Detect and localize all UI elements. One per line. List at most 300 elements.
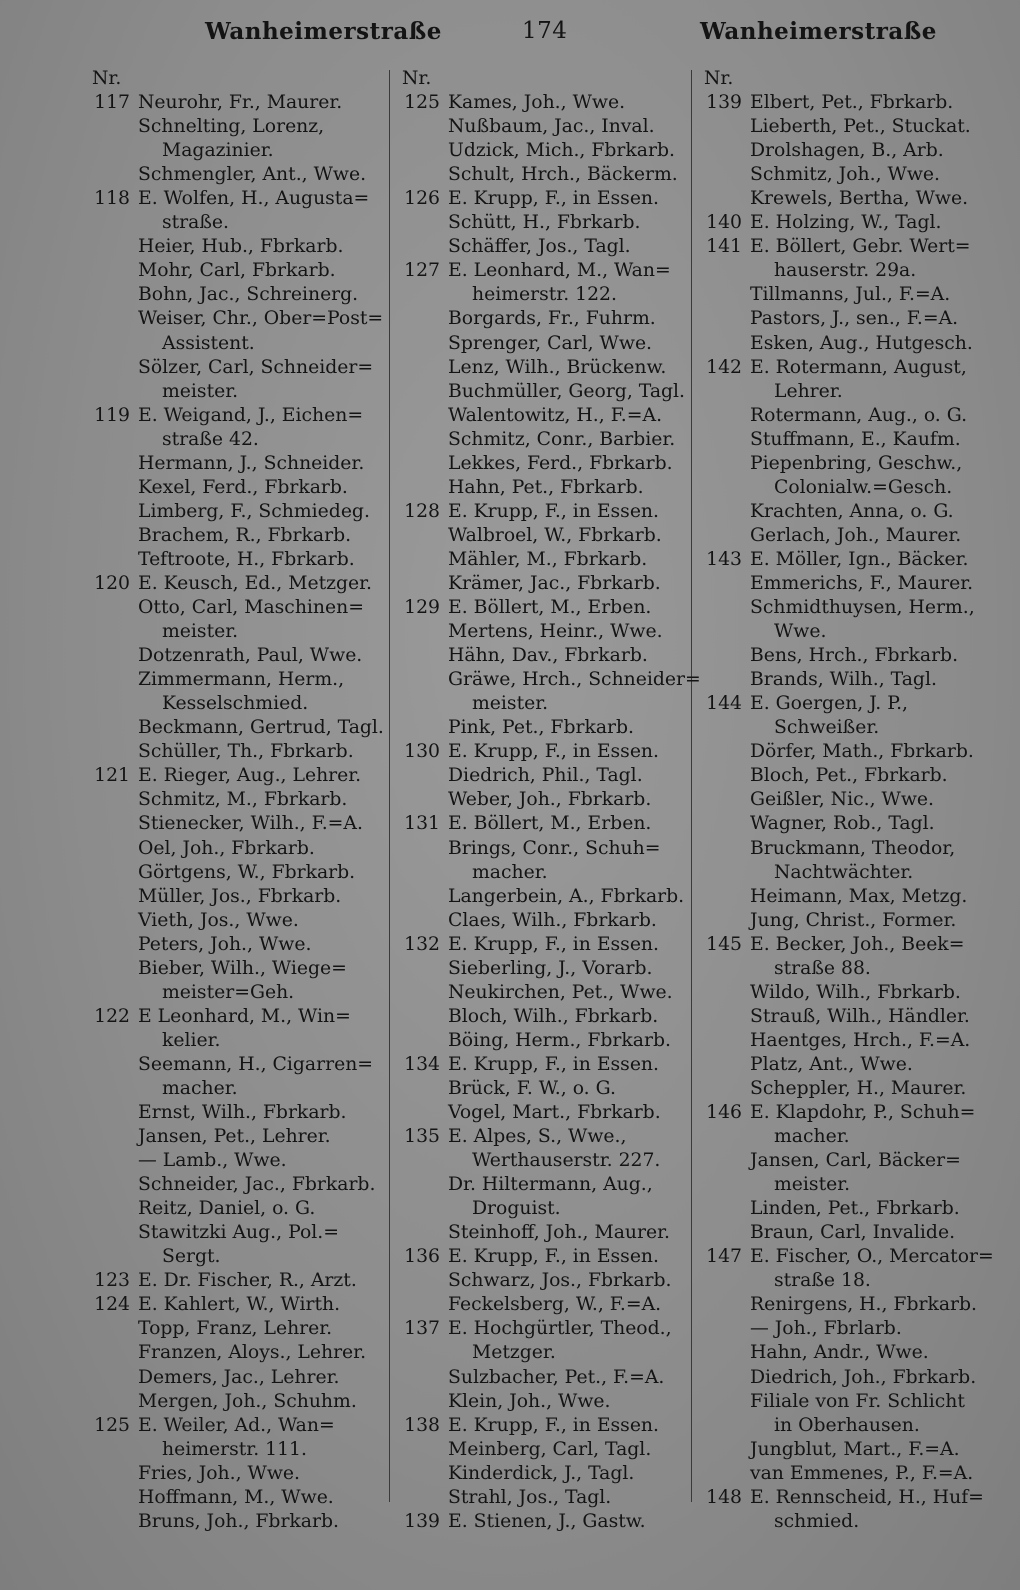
- directory-entry: [700, 812, 1010, 836]
- directory-entry: [398, 788, 688, 812]
- entry-text: Krämer, Jac., Fbrkarb.: [448, 572, 661, 594]
- entry-text: Reitz, Daniel, o. G.: [138, 1198, 316, 1220]
- directory-entry: [398, 476, 688, 500]
- entry-text: E. Rennscheid, H., Huf=: [750, 1486, 984, 1508]
- entry-text: Meinberg, Carl, Tagl.: [448, 1438, 652, 1460]
- directory-entry: [88, 596, 388, 620]
- directory-entry: [88, 1462, 388, 1486]
- directory-entry: [398, 1197, 688, 1221]
- directory-column-3: [700, 67, 1010, 1534]
- directory-entry: [700, 572, 1010, 596]
- house-number: 130: [404, 741, 440, 763]
- directory-entry: [700, 1438, 1010, 1462]
- house-number: 146: [706, 1102, 742, 1124]
- entry-text: Sulzbacher, Pet., F.=A.: [448, 1366, 665, 1388]
- entry-text: Demers, Jac., Lehrer.: [138, 1366, 340, 1388]
- entry-text: Hoffmann, M., Wwe.: [138, 1486, 334, 1508]
- entry-text: Haentges, Hrch., F.=A.: [750, 1029, 971, 1051]
- directory-entry: [398, 500, 688, 524]
- entry-continuation: Assistent.: [162, 332, 255, 354]
- entry-text: E. Krupp, F., in Essen.: [448, 188, 659, 210]
- directory-entry: [88, 981, 388, 1005]
- entry-text: Bieber, Wilh., Wiege=: [138, 957, 347, 979]
- directory-entry: [88, 1197, 388, 1221]
- directory-entry: [398, 356, 688, 380]
- house-number: 144: [706, 693, 742, 715]
- entry-continuation: heimerstr. 111.: [162, 1438, 307, 1460]
- directory-entry: [398, 452, 688, 476]
- entry-text: Kinderdick, J., Tagl.: [448, 1462, 635, 1484]
- house-number: 128: [404, 500, 440, 522]
- directory-entry: [700, 91, 1010, 115]
- directory-entry: [398, 307, 688, 331]
- directory-entry: [88, 885, 388, 909]
- directory-entry: [88, 1053, 388, 1077]
- entry-text: Hahn, Pet., Fbrkarb.: [448, 476, 644, 498]
- directory-entry: [398, 428, 688, 452]
- entry-text: E. Rotermann, August,: [750, 356, 967, 378]
- directory-entry: [88, 764, 388, 788]
- entry-text: E. Weiler, Ad., Wan=: [138, 1414, 335, 1436]
- entry-text: Hähn, Dav., Fbrkarb.: [448, 645, 648, 667]
- directory-entry: [398, 1438, 688, 1462]
- entry-text: Krachten, Anna, o. G.: [750, 500, 954, 522]
- entry-continuation: Metzger.: [472, 1342, 556, 1364]
- directory-entry: [88, 788, 388, 812]
- entry-text: Dörfer, Math., Fbrkarb.: [750, 741, 974, 763]
- entry-text: Braun, Carl, Invalide.: [750, 1222, 956, 1244]
- directory-entry: [398, 259, 688, 283]
- entry-text: — Joh., Fbrlarb.: [750, 1318, 902, 1340]
- directory-entry: [398, 716, 688, 740]
- directory-entry: [398, 957, 688, 981]
- entry-continuation: hauserstr. 29a.: [774, 260, 917, 282]
- entry-continuation: macher.: [472, 861, 548, 883]
- directory-entry: [398, 283, 688, 307]
- entry-text: Görtgens, W., Fbrkarb.: [138, 861, 356, 883]
- entry-text: Gräwe, Hrch., Schneider=: [448, 669, 701, 691]
- entry-text: Udzick, Mich., Fbrkarb.: [448, 140, 675, 162]
- entry-text: E. Fischer, O., Mercator=: [750, 1246, 994, 1268]
- directory-entry: [700, 1510, 1010, 1534]
- house-number: 136: [404, 1246, 440, 1268]
- entry-text: Neurohr, Fr., Maurer.: [138, 92, 343, 114]
- directory-entry: [700, 1414, 1010, 1438]
- house-number: 141: [706, 236, 742, 258]
- house-number: 127: [404, 260, 440, 282]
- entry-text: Schäffer, Jos., Tagl.: [448, 236, 631, 258]
- directory-entry: [700, 1053, 1010, 1077]
- directory-entry: [88, 1125, 388, 1149]
- entry-text: Lenz, Wilh., Brückenw.: [448, 356, 667, 378]
- entry-text: Feckelsberg, W., F.=A.: [448, 1294, 662, 1316]
- entry-text: E. Dr. Fischer, R., Arzt.: [138, 1270, 357, 1292]
- directory-entry: [88, 115, 388, 139]
- directory-entry: [700, 1149, 1010, 1173]
- entry-text: Brings, Conr., Schuh=: [448, 837, 661, 859]
- entry-text: Vogel, Mart., Fbrkarb.: [448, 1102, 661, 1124]
- house-number: 126: [404, 188, 440, 210]
- entry-text: Stienecker, Wilh., F.=A.: [138, 813, 363, 835]
- directory-entry: [88, 909, 388, 933]
- entry-continuation: straße.: [162, 212, 229, 234]
- entry-text: Rotermann, Aug., o. G.: [750, 404, 968, 426]
- running-header-right: Wanheimerstraße: [700, 18, 937, 45]
- directory-entry: [88, 1101, 388, 1125]
- directory-entry: [700, 235, 1010, 259]
- entry-text: Buchmüller, Georg, Tagl.: [448, 380, 686, 402]
- directory-entry: [700, 476, 1010, 500]
- house-number: 118: [94, 188, 130, 210]
- entry-text: Linden, Pet., Fbrkarb.: [750, 1198, 960, 1220]
- directory-entry: [700, 764, 1010, 788]
- entry-text: Dr. Hiltermann, Aug.,: [448, 1174, 653, 1196]
- entry-text: E. Krupp, F., in Essen.: [448, 1053, 659, 1075]
- directory-entry: [700, 452, 1010, 476]
- directory-entry: [88, 644, 388, 668]
- house-number: 139: [404, 1510, 440, 1532]
- entry-text: E. Krupp, F., in Essen.: [448, 1414, 659, 1436]
- directory-entry: [88, 259, 388, 283]
- entry-text: Teftroote, H., Fbrkarb.: [138, 548, 355, 570]
- entry-continuation: Colonialw.=Gesch.: [774, 476, 953, 498]
- entry-text: Neukirchen, Pet., Wwe.: [448, 981, 673, 1003]
- directory-entry: [398, 1077, 688, 1101]
- entry-text: Walentowitz, H., F.=A.: [448, 404, 663, 426]
- entry-text: Esken, Aug., Hutgesch.: [750, 332, 973, 354]
- directory-entry: [700, 307, 1010, 331]
- directory-entry: [398, 692, 688, 716]
- entry-text: E. Böllert, M., Erben.: [448, 597, 652, 619]
- directory-entry: [700, 356, 1010, 380]
- entry-continuation: Magazinier.: [162, 140, 274, 162]
- directory-entry: [398, 404, 688, 428]
- directory-entry: [88, 837, 388, 861]
- directory-entry: [700, 428, 1010, 452]
- directory-entry: [700, 957, 1010, 981]
- directory-entry: [88, 668, 388, 692]
- directory-entry: [700, 620, 1010, 644]
- entry-text: Brands, Wilh., Tagl.: [750, 669, 937, 691]
- entry-continuation: meister.: [162, 380, 239, 402]
- directory-entry: [700, 716, 1010, 740]
- entry-continuation: heimerstr. 122.: [472, 284, 617, 306]
- column-heading: [700, 67, 1010, 91]
- directory-entry: [398, 885, 688, 909]
- directory-entry: [398, 524, 688, 548]
- entry-text: Sprenger, Carl, Wwe.: [448, 332, 653, 354]
- directory-entry: [88, 1510, 388, 1534]
- entry-text: E. Krupp, F., in Essen.: [448, 933, 659, 955]
- directory-entry: [88, 1077, 388, 1101]
- directory-entry: [700, 1293, 1010, 1317]
- directory-entry: [700, 1077, 1010, 1101]
- house-number: 117: [94, 92, 130, 114]
- directory-entry: [700, 668, 1010, 692]
- directory-entry: [700, 332, 1010, 356]
- entry-text: Jungblut, Mart., F.=A.: [750, 1438, 960, 1460]
- directory-entry: [700, 115, 1010, 139]
- directory-entry: [88, 1414, 388, 1438]
- directory-entry: [398, 1462, 688, 1486]
- entry-text: Claes, Wilh., Fbrkarb.: [448, 909, 657, 931]
- entry-text: E. Keusch, Ed., Metzger.: [138, 572, 373, 594]
- directory-entry: [88, 716, 388, 740]
- entry-continuation: Werthauserstr. 227.: [472, 1150, 661, 1172]
- directory-entry: [398, 861, 688, 885]
- directory-entry: [700, 139, 1010, 163]
- entry-text: Strahl, Jos., Tagl.: [448, 1486, 612, 1508]
- directory-entry: [700, 861, 1010, 885]
- entry-text: E. Goergen, J. P.,: [750, 693, 909, 715]
- entry-continuation: straße 88.: [774, 957, 871, 979]
- directory-entry: [88, 1341, 388, 1365]
- entry-text: Weber, Joh., Fbrkarb.: [448, 789, 652, 811]
- entry-text: Drolshagen, B., Arb.: [750, 140, 944, 162]
- directory-entry: [88, 332, 388, 356]
- entry-text: Krewels, Bertha, Wwe.: [750, 188, 969, 210]
- directory-column-2: [398, 67, 701, 1534]
- directory-entry: [700, 283, 1010, 307]
- house-number: 145: [706, 933, 742, 955]
- directory-entry: [700, 1317, 1010, 1341]
- entry-text: — Lamb., Wwe.: [138, 1150, 287, 1172]
- entry-text: E. Krupp, F., in Essen.: [448, 741, 659, 763]
- entry-continuation: macher.: [162, 1077, 238, 1099]
- entry-text: Schmitz, M., Fbrkarb.: [138, 789, 348, 811]
- entry-text: Mähler, M., Fbrkarb.: [448, 548, 648, 570]
- directory-entry: [398, 1125, 688, 1149]
- entry-continuation: meister.: [472, 693, 549, 715]
- entry-text: E. Möller, Ign., Bäcker.: [750, 548, 969, 570]
- entry-text: van Emmenes, P., F.=A.: [750, 1462, 974, 1484]
- directory-entry: [398, 933, 688, 957]
- entry-text: Filiale von Fr. Schlicht: [750, 1390, 965, 1412]
- entry-text: Otto, Carl, Maschinen=: [138, 597, 364, 619]
- directory-entry: [398, 1390, 688, 1414]
- directory-entry: [700, 1390, 1010, 1414]
- entry-text: Strauß, Wilh., Händler.: [750, 1005, 970, 1027]
- directory-entry: [88, 476, 388, 500]
- directory-entry: [88, 1245, 388, 1269]
- directory-entry: [88, 692, 388, 716]
- house-number: 121: [94, 765, 130, 787]
- entry-text: Bloch, Pet., Fbrkarb.: [750, 765, 948, 787]
- directory-entry: [88, 139, 388, 163]
- directory-entry: [88, 1269, 388, 1293]
- entry-text: Schmidthuysen, Herm.,: [750, 597, 975, 619]
- entry-text: Topp, Franz, Lehrer.: [138, 1318, 333, 1340]
- directory-entry: [88, 91, 388, 115]
- directory-entry: [88, 356, 388, 380]
- directory-entry: [700, 1245, 1010, 1269]
- entry-text: E. Hochgürtler, Theod.,: [448, 1318, 672, 1340]
- house-number: 124: [94, 1294, 130, 1316]
- running-header-left: Wanheimerstraße: [205, 18, 442, 45]
- directory-entry: [398, 91, 688, 115]
- directory-entry: [88, 283, 388, 307]
- directory-entry: [88, 572, 388, 596]
- house-number: 142: [706, 356, 742, 378]
- directory-entry: [88, 1149, 388, 1173]
- directory-entry: [398, 211, 688, 235]
- directory-entry: [398, 1510, 688, 1534]
- directory-entry: [700, 1221, 1010, 1245]
- entry-continuation: Lehrer.: [774, 380, 843, 402]
- entry-text: E Leonhard, M., Win=: [138, 1005, 351, 1027]
- entry-text: Steinhoff, Joh., Maurer.: [448, 1222, 670, 1244]
- directory-entry: [700, 1197, 1010, 1221]
- entry-text: Geißler, Nic., Wwe.: [750, 789, 934, 811]
- entry-text: Sölzer, Carl, Schneider=: [138, 356, 374, 378]
- directory-entry: [700, 1125, 1010, 1149]
- entry-text: Böing, Herm., Fbrkarb.: [448, 1029, 671, 1051]
- entry-text: Schmengler, Ant., Wwe.: [138, 164, 367, 186]
- directory-entry: [398, 812, 688, 836]
- entry-text: Piepenbring, Geschw.,: [750, 452, 963, 474]
- directory-entry: [700, 1101, 1010, 1125]
- entry-text: Mohr, Carl, Fbrkarb.: [138, 260, 336, 282]
- directory-entry: [700, 259, 1010, 283]
- entry-text: E. Holzing, W., Tagl.: [750, 212, 942, 234]
- entry-continuation: schmied.: [774, 1510, 860, 1532]
- directory-entry: [700, 211, 1010, 235]
- directory-entry: [88, 1438, 388, 1462]
- directory-entry: [700, 404, 1010, 428]
- entry-continuation: Schweißer.: [774, 717, 880, 739]
- entry-text: Langerbein, A., Fbrkarb.: [448, 885, 685, 907]
- entry-text: Brück, F. W., o. G.: [448, 1077, 616, 1099]
- entry-text: Wildo, Wilh., Fbrkarb.: [750, 981, 961, 1003]
- directory-entry: [88, 500, 388, 524]
- directory-entry: [398, 1101, 688, 1125]
- entry-text: Fries, Joh., Wwe.: [138, 1462, 301, 1484]
- directory-entry: [88, 1005, 388, 1029]
- directory-entry: [88, 1029, 388, 1053]
- directory-entry: [88, 1293, 388, 1317]
- entry-text: E. Böllert, M., Erben.: [448, 813, 652, 835]
- entry-text: Heimann, Max, Metzg.: [750, 885, 968, 907]
- entry-text: Schnelting, Lorenz,: [138, 116, 325, 138]
- directory-entry: [398, 235, 688, 259]
- directory-entry: [398, 139, 688, 163]
- house-number: 125: [94, 1414, 130, 1436]
- directory-entry: [398, 668, 701, 692]
- directory-entry: [700, 380, 1010, 404]
- house-number: 125: [404, 92, 440, 114]
- entry-text: Bruckmann, Theodor,: [750, 837, 956, 859]
- directory-entry: [88, 452, 388, 476]
- directory-entry: [398, 1486, 688, 1510]
- entry-text: Stawitzki Aug., Pol.=: [138, 1222, 339, 1244]
- house-number: 140: [706, 212, 742, 234]
- directory-entry: [88, 307, 388, 331]
- entry-text: Müller, Jos., Fbrkarb.: [138, 885, 342, 907]
- entry-text: Schneider, Jac., Fbrkarb.: [138, 1174, 376, 1196]
- directory-entry: [88, 524, 388, 548]
- house-number: 129: [404, 597, 440, 619]
- directory-entry: [398, 115, 688, 139]
- directory-entry: [700, 1462, 1010, 1486]
- directory-entry: [88, 1366, 388, 1390]
- entry-continuation: meister=Geh.: [162, 981, 295, 1003]
- directory-entry: [700, 1005, 1010, 1029]
- directory-entry: [88, 1317, 388, 1341]
- directory-entry: [88, 812, 388, 836]
- entry-text: Vieth, Jos., Wwe.: [138, 909, 299, 931]
- house-number: 138: [404, 1414, 440, 1436]
- house-number: 119: [94, 404, 130, 426]
- entry-text: Klein, Joh., Wwe.: [448, 1390, 611, 1412]
- house-number: 148: [706, 1486, 742, 1508]
- directory-entry: [700, 548, 1010, 572]
- entry-text: Oel, Joh., Fbrkarb.: [138, 837, 315, 859]
- entry-continuation: in Oberhausen.: [774, 1414, 920, 1436]
- entry-continuation: straße 42.: [162, 428, 259, 450]
- entry-text: Kexel, Ferd., Fbrkarb.: [138, 476, 348, 498]
- entry-text: Walbroel, W., Fbrkarb.: [448, 524, 662, 546]
- entry-text: Tillmanns, Jul., F.=A.: [750, 284, 951, 306]
- entry-text: Bloch, Wilh., Fbrkarb.: [448, 1005, 659, 1027]
- entry-continuation: meister.: [774, 1174, 851, 1196]
- entry-text: Diedrich, Joh., Fbrkarb.: [750, 1366, 977, 1388]
- entry-text: E. Stienen, J., Gastw.: [448, 1510, 646, 1532]
- directory-entry: [398, 1414, 688, 1438]
- directory-entry: [398, 1341, 688, 1365]
- house-number: 123: [94, 1270, 130, 1292]
- directory-entry: [398, 163, 688, 187]
- entry-text: Hahn, Andr., Wwe.: [750, 1342, 929, 1364]
- entry-text: E. Weigand, J., Eichen=: [138, 404, 364, 426]
- directory-entry: [88, 211, 388, 235]
- directory-entry: [398, 1269, 688, 1293]
- directory-entry: [700, 692, 1010, 716]
- directory-entry: [398, 596, 688, 620]
- entry-text: Sieberling, J., Vorarb.: [448, 957, 653, 979]
- directory-entry: [398, 548, 688, 572]
- directory-entry: [398, 187, 688, 211]
- entry-text: Lekkes, Ferd., Fbrkarb.: [448, 452, 673, 474]
- directory-entry: [398, 981, 688, 1005]
- directory-entry: [398, 1221, 688, 1245]
- entry-continuation: Nachtwächter.: [774, 861, 914, 883]
- entry-continuation: Sergt.: [162, 1246, 221, 1268]
- entry-text: Nußbaum, Jac., Inval.: [448, 116, 655, 138]
- directory-entry: [398, 764, 688, 788]
- directory-entry: [88, 957, 388, 981]
- entry-text: Schmitz, Conr., Barbier.: [448, 428, 676, 450]
- entry-text: E. Böllert, Gebr. Wert=: [750, 236, 971, 258]
- entry-text: Bohn, Jac., Schreinerg.: [138, 284, 359, 306]
- house-number: 137: [404, 1318, 440, 1340]
- entry-continuation: Kesselschmied.: [162, 693, 309, 715]
- entry-text: Jansen, Carl, Bäcker=: [750, 1150, 961, 1172]
- entry-text: Ernst, Wilh., Fbrkarb.: [138, 1102, 347, 1124]
- directory-entry: [88, 1221, 388, 1245]
- entry-text: Pink, Pet., Fbrkarb.: [448, 717, 635, 739]
- entry-text: Franzen, Aloys., Lehrer.: [138, 1342, 367, 1364]
- entry-text: E. Rieger, Aug., Lehrer.: [138, 765, 362, 787]
- directory-entry: [398, 644, 688, 668]
- house-number: 132: [404, 933, 440, 955]
- directory-entry: [398, 332, 688, 356]
- directory-entry: [88, 861, 388, 885]
- entry-text: Schmitz, Joh., Wwe.: [750, 164, 940, 186]
- directory-entry: [700, 1269, 1010, 1293]
- page-number: 174: [522, 18, 568, 44]
- entry-text: Bruns, Joh., Fbrkarb.: [138, 1510, 339, 1532]
- directory-entry: [700, 163, 1010, 187]
